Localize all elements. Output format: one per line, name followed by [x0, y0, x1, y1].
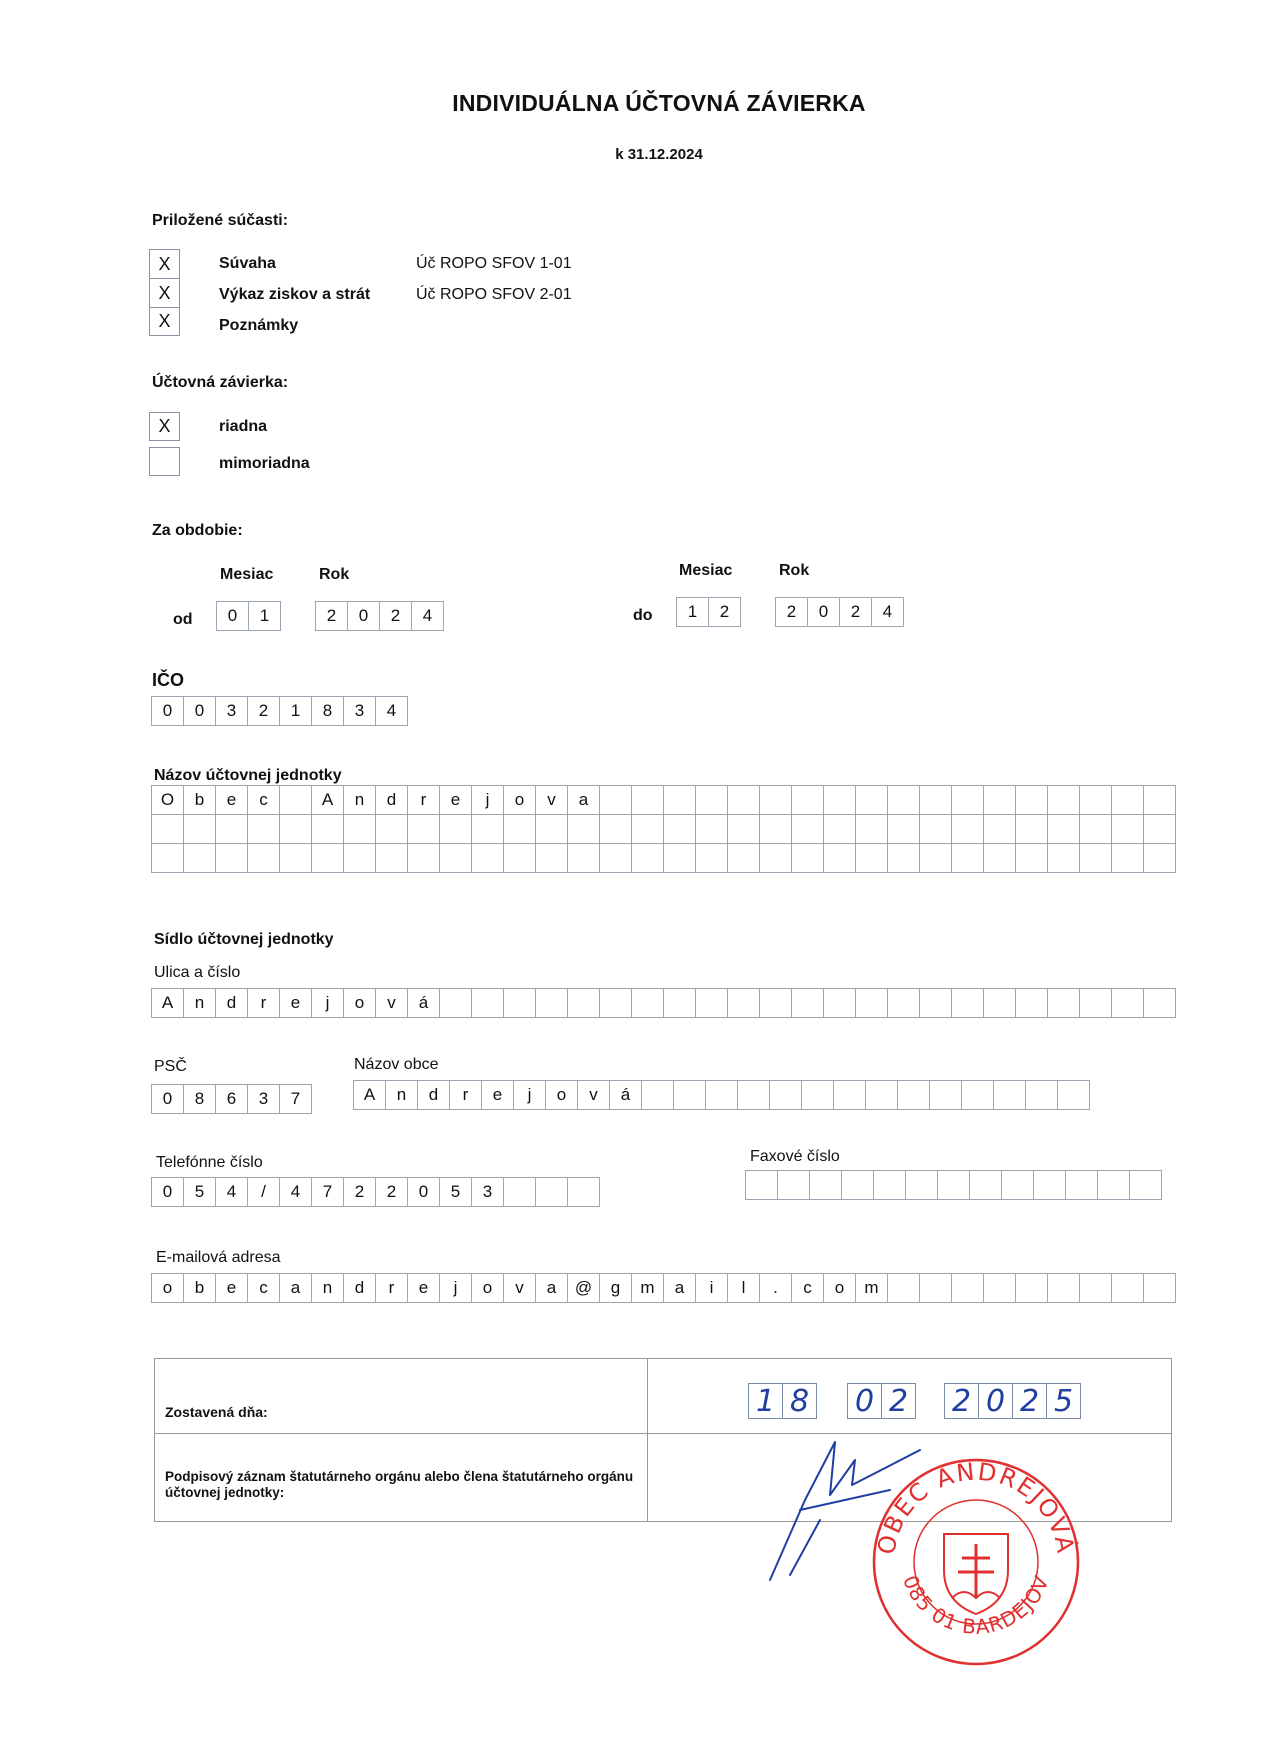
char-cell [855, 814, 888, 844]
char-cell [183, 843, 216, 873]
char-cell [919, 843, 952, 873]
char-cell: a [567, 785, 600, 815]
char-cell [535, 814, 568, 844]
to-label: do [633, 607, 653, 624]
handwritten-digit: 8 [782, 1384, 816, 1418]
char-cell: j [471, 785, 504, 815]
char-cell: 4 [411, 601, 444, 631]
char-cell [887, 843, 920, 873]
char-cell [1079, 814, 1112, 844]
email-label: E-mailová adresa [156, 1249, 281, 1266]
char-cell [823, 785, 856, 815]
char-cell [865, 1080, 898, 1110]
char-cell [1047, 843, 1080, 873]
char-cell [1047, 785, 1080, 815]
char-cell [951, 1273, 984, 1303]
char-cell [833, 1080, 866, 1110]
char-cell [887, 814, 920, 844]
char-cell: 0 [407, 1177, 440, 1207]
char-cell [823, 814, 856, 844]
char-cell [791, 988, 824, 1018]
char-cell [919, 1273, 952, 1303]
char-cell: 0 [183, 696, 216, 726]
char-cell [759, 988, 792, 1018]
char-cell [887, 785, 920, 815]
char-cell: 2 [343, 1177, 376, 1207]
char-cell [343, 843, 376, 873]
char-cell [503, 1177, 536, 1207]
char-cell [567, 1177, 600, 1207]
char-cell [247, 843, 280, 873]
char-cell: 2 [775, 597, 808, 627]
char-cell [887, 1273, 920, 1303]
char-cell: 0 [151, 1084, 184, 1114]
char-cell [983, 1273, 1016, 1303]
char-cell [801, 1080, 834, 1110]
char-cell [705, 1080, 738, 1110]
char-cell [1097, 1170, 1130, 1200]
char-cell: 5 [439, 1177, 472, 1207]
checkbox-vykaz[interactable]: X [149, 278, 180, 307]
handwritten-digit: 0 [854, 1383, 875, 1419]
char-cell [663, 785, 696, 815]
entity-name-field[interactable] [151, 785, 1176, 873]
char-cell [695, 785, 728, 815]
char-cell [1129, 1170, 1162, 1200]
closing-type-heading: Účtovná závierka: [152, 374, 289, 391]
char-cell: 0 [216, 601, 249, 631]
char-cell: r [375, 1273, 408, 1303]
char-cell [599, 843, 632, 873]
char-cell: O [151, 785, 184, 815]
char-cell [343, 814, 376, 844]
char-cell [535, 1177, 568, 1207]
ico-field[interactable] [151, 696, 408, 726]
char-cell [993, 1080, 1026, 1110]
char-cell: 1 [248, 601, 281, 631]
char-cell [1047, 988, 1080, 1018]
attachment-code-vykaz: Úč ROPO SFOV 2-01 [416, 286, 572, 303]
char-cell: i [695, 1273, 728, 1303]
seat-heading: Sídlo účtovnej jednotky [154, 931, 334, 948]
char-cell [1111, 843, 1144, 873]
handwritten-digit: 5 [1046, 1384, 1080, 1418]
char-cell: 1 [279, 696, 312, 726]
char-cell [1111, 1273, 1144, 1303]
checkbox-mimoriadna[interactable] [149, 447, 180, 476]
char-cell: b [183, 1273, 216, 1303]
char-cell: á [407, 988, 440, 1018]
handwritten-digit: 2 [951, 1383, 972, 1419]
char-cell [855, 843, 888, 873]
ico-label: IČO [152, 670, 185, 690]
char-cell: 4 [375, 696, 408, 726]
char-cell: b [183, 785, 216, 815]
attachments-checkboxes [149, 249, 180, 336]
char-cell [471, 843, 504, 873]
handwritten-digit: 2 [1012, 1384, 1046, 1418]
char-cell [673, 1080, 706, 1110]
char-cell [1047, 814, 1080, 844]
char-cell: 4 [279, 1177, 312, 1207]
fax-field[interactable] [745, 1170, 1162, 1200]
char-cell [791, 843, 824, 873]
handwritten-digit: 2 [881, 1384, 915, 1418]
char-cell [929, 1080, 962, 1110]
char-cell: A [353, 1080, 386, 1110]
char-cell: a [279, 1273, 312, 1303]
char-cell: n [183, 988, 216, 1018]
attachment-code-suvaha: Úč ROPO SFOV 1-01 [416, 255, 572, 272]
char-cell: 0 [151, 1177, 184, 1207]
document-title: INDIVIDUÁLNA ÚČTOVNÁ ZÁVIERKA [452, 90, 866, 116]
document-date: k 31.12.2024 [615, 146, 703, 163]
char-cell [663, 843, 696, 873]
char-cell: o [471, 1273, 504, 1303]
to-month-label: Mesiac [679, 562, 733, 579]
attachment-label-vykaz: Výkaz ziskov a strát [219, 286, 371, 303]
char-cell: A [151, 988, 184, 1018]
char-cell [695, 988, 728, 1018]
char-cell: c [791, 1273, 824, 1303]
char-cell: o [823, 1273, 856, 1303]
char-cell [1143, 988, 1176, 1018]
char-cell: m [631, 1273, 664, 1303]
char-cell [567, 988, 600, 1018]
char-cell [983, 988, 1016, 1018]
char-cell [215, 843, 248, 873]
char-cell [727, 785, 760, 815]
char-cell: e [439, 785, 472, 815]
checkbox-suvaha[interactable]: X [149, 249, 180, 278]
char-cell [1015, 814, 1048, 844]
char-cell: n [343, 785, 376, 815]
char-cell: 4 [871, 597, 904, 627]
label-riadna: riadna [219, 418, 268, 435]
char-cell [471, 988, 504, 1018]
char-cell [1001, 1170, 1034, 1200]
char-cell [1079, 843, 1112, 873]
char-cell [439, 843, 472, 873]
char-cell: r [247, 988, 280, 1018]
char-cell [471, 814, 504, 844]
char-cell [983, 814, 1016, 844]
char-cell: 2 [315, 601, 348, 631]
char-cell: e [407, 1273, 440, 1303]
char-cell [951, 785, 984, 815]
char-cell [1047, 1273, 1080, 1303]
char-cell [759, 843, 792, 873]
char-cell [961, 1080, 994, 1110]
char-cell: 1 [676, 597, 709, 627]
char-cell [375, 814, 408, 844]
char-cell [641, 1080, 674, 1110]
street-field[interactable] [151, 988, 1176, 1018]
char-cell [1111, 785, 1144, 815]
char-cell: 4 [215, 1177, 248, 1207]
char-cell [567, 843, 600, 873]
char-cell: a [535, 1273, 568, 1303]
char-cell [1143, 785, 1176, 815]
municipality-stamp [866, 1452, 1086, 1672]
char-cell: o [151, 1273, 184, 1303]
char-cell: g [599, 1273, 632, 1303]
char-cell: j [439, 1273, 472, 1303]
char-cell [695, 814, 728, 844]
checkbox-poznamky[interactable]: X [149, 307, 180, 336]
char-cell: m [855, 1273, 888, 1303]
char-cell [887, 988, 920, 1018]
char-cell: l [727, 1273, 760, 1303]
char-cell [759, 785, 792, 815]
char-cell [311, 814, 344, 844]
char-cell: 3 [215, 696, 248, 726]
to-year-label: Rok [779, 562, 810, 579]
char-cell [919, 988, 952, 1018]
char-cell: 2 [375, 1177, 408, 1207]
char-cell [809, 1170, 842, 1200]
to-year-field[interactable] [775, 597, 904, 627]
char-cell [183, 814, 216, 844]
char-cell: o [503, 785, 536, 815]
from-year-label: Rok [319, 566, 350, 583]
char-cell: v [535, 785, 568, 815]
char-cell [823, 843, 856, 873]
attachment-label-poznamky: Poznámky [219, 317, 299, 334]
char-cell [279, 814, 312, 844]
char-cell [407, 814, 440, 844]
char-cell [1143, 814, 1176, 844]
handwritten-digit: 1 [755, 1383, 776, 1419]
char-cell: d [215, 988, 248, 1018]
label-mimoriadna: mimoriadna [219, 455, 310, 472]
char-cell [599, 988, 632, 1018]
char-cell [951, 843, 984, 873]
char-cell: 3 [247, 1084, 280, 1114]
psc-label: PSČ [154, 1058, 187, 1075]
char-cell [503, 988, 536, 1018]
char-cell: e [215, 785, 248, 815]
char-cell: 0 [151, 696, 184, 726]
char-cell [1079, 785, 1112, 815]
char-cell [759, 814, 792, 844]
checkbox-riadna[interactable]: X [149, 412, 180, 441]
char-cell [311, 843, 344, 873]
char-cell: á [609, 1080, 642, 1110]
char-cell [969, 1170, 1002, 1200]
char-cell: d [343, 1273, 376, 1303]
to-month-field[interactable] [676, 597, 741, 627]
char-cell [663, 988, 696, 1018]
char-cell [1079, 1273, 1112, 1303]
char-cell [1025, 1080, 1058, 1110]
char-cell [247, 814, 280, 844]
char-cell: n [385, 1080, 418, 1110]
char-cell [727, 843, 760, 873]
char-cell [535, 843, 568, 873]
char-cell [1057, 1080, 1090, 1110]
char-cell [151, 814, 184, 844]
char-cell [873, 1170, 906, 1200]
char-cell [905, 1170, 938, 1200]
period-heading: Za obdobie: [152, 522, 243, 539]
char-cell [951, 814, 984, 844]
char-cell: e [215, 1273, 248, 1303]
attachment-label-suvaha: Súvaha [219, 255, 276, 272]
phone-label: Telefónne číslo [156, 1154, 263, 1171]
town-field[interactable] [353, 1080, 1090, 1110]
char-cell [663, 814, 696, 844]
handwritten-month [847, 1383, 916, 1419]
char-cell: 2 [839, 597, 872, 627]
char-cell [983, 785, 1016, 815]
char-cell [777, 1170, 810, 1200]
char-cell [503, 814, 536, 844]
char-cell: d [375, 785, 408, 815]
char-cell [727, 988, 760, 1018]
char-cell: o [343, 988, 376, 1018]
char-cell [599, 785, 632, 815]
char-cell [439, 988, 472, 1018]
char-cell: r [449, 1080, 482, 1110]
char-cell: 0 [807, 597, 840, 627]
char-cell [769, 1080, 802, 1110]
char-cell [919, 785, 952, 815]
char-cell: / [247, 1177, 280, 1207]
char-cell [407, 843, 440, 873]
char-cell: e [279, 988, 312, 1018]
char-cell [279, 843, 312, 873]
char-cell [1111, 814, 1144, 844]
char-cell [695, 843, 728, 873]
char-cell [535, 988, 568, 1018]
char-cell [737, 1080, 770, 1110]
handwritten-digit: 0 [978, 1384, 1012, 1418]
char-cell [439, 814, 472, 844]
entity-name-label: Názov účtovnej jednotky [154, 767, 342, 784]
char-cell [1015, 1273, 1048, 1303]
char-cell: 2 [379, 601, 412, 631]
char-cell [951, 988, 984, 1018]
char-cell: @ [567, 1273, 600, 1303]
char-cell [279, 785, 312, 815]
from-month-field[interactable] [216, 601, 281, 631]
handwritten-day [748, 1383, 817, 1419]
stamp-bottom-text: 085 01 BARDEJOV [898, 1571, 1054, 1640]
phone-field[interactable] [151, 1177, 600, 1207]
char-cell [631, 843, 664, 873]
handwritten-year [944, 1383, 1081, 1419]
char-cell [375, 843, 408, 873]
char-cell [1065, 1170, 1098, 1200]
char-cell: d [417, 1080, 450, 1110]
char-cell [855, 785, 888, 815]
char-cell [937, 1170, 970, 1200]
compiled-date-label: Zostavená dňa: [165, 1404, 268, 1420]
char-cell [567, 814, 600, 844]
char-cell [1143, 1273, 1176, 1303]
char-cell [823, 988, 856, 1018]
char-cell [1015, 988, 1048, 1018]
char-cell: . [759, 1273, 792, 1303]
char-cell: 7 [279, 1084, 312, 1114]
stamp-top-text: OBEC ANDREJOVÁ [872, 1457, 1080, 1557]
char-cell [791, 814, 824, 844]
char-cell: 7 [311, 1177, 344, 1207]
char-cell: 6 [215, 1084, 248, 1114]
char-cell [841, 1170, 874, 1200]
char-cell: 2 [247, 696, 280, 726]
char-cell: 0 [347, 601, 380, 631]
char-cell: 5 [183, 1177, 216, 1207]
char-cell [1143, 843, 1176, 873]
char-cell [599, 814, 632, 844]
psc-field[interactable] [151, 1084, 312, 1114]
char-cell [151, 843, 184, 873]
char-cell: e [481, 1080, 514, 1110]
char-cell: j [311, 988, 344, 1018]
char-cell [215, 814, 248, 844]
attachments-heading: Priložené súčasti: [152, 212, 289, 229]
fax-label: Faxové číslo [750, 1148, 840, 1165]
char-cell [631, 988, 664, 1018]
char-cell [727, 814, 760, 844]
char-cell: 3 [471, 1177, 504, 1207]
char-cell: a [663, 1273, 696, 1303]
from-month-label: Mesiac [220, 566, 274, 583]
char-cell: v [503, 1273, 536, 1303]
char-cell [745, 1170, 778, 1200]
street-label: Ulica a číslo [154, 964, 241, 981]
town-label: Názov obce [354, 1056, 439, 1073]
char-cell [919, 814, 952, 844]
char-cell [631, 814, 664, 844]
char-cell: 8 [311, 696, 344, 726]
signature-label: Podpisový záznam štatutárneho orgánu alebo člena štatutárneho orgánu účtovnej jednotky: [165, 1469, 634, 1500]
from-label: od [173, 611, 193, 628]
char-cell: v [577, 1080, 610, 1110]
char-cell: 3 [343, 696, 376, 726]
char-cell [897, 1080, 930, 1110]
email-field[interactable] [151, 1273, 1176, 1303]
char-cell [1111, 988, 1144, 1018]
char-cell: j [513, 1080, 546, 1110]
char-cell: 2 [708, 597, 741, 627]
char-cell [1015, 785, 1048, 815]
from-year-field[interactable] [315, 601, 444, 631]
char-cell [503, 843, 536, 873]
char-cell: 8 [183, 1084, 216, 1114]
char-cell: o [545, 1080, 578, 1110]
char-cell [791, 785, 824, 815]
char-cell [855, 988, 888, 1018]
char-cell: c [247, 785, 280, 815]
svg-text:OBEC ANDREJOVÁ [872, 1458, 1081, 1557]
char-cell [631, 785, 664, 815]
char-cell: A [311, 785, 344, 815]
char-cell: r [407, 785, 440, 815]
char-cell [1015, 843, 1048, 873]
char-cell [1033, 1170, 1066, 1200]
char-cell: n [311, 1273, 344, 1303]
char-cell [983, 843, 1016, 873]
char-cell: c [247, 1273, 280, 1303]
char-cell: v [375, 988, 408, 1018]
char-cell [1079, 988, 1112, 1018]
